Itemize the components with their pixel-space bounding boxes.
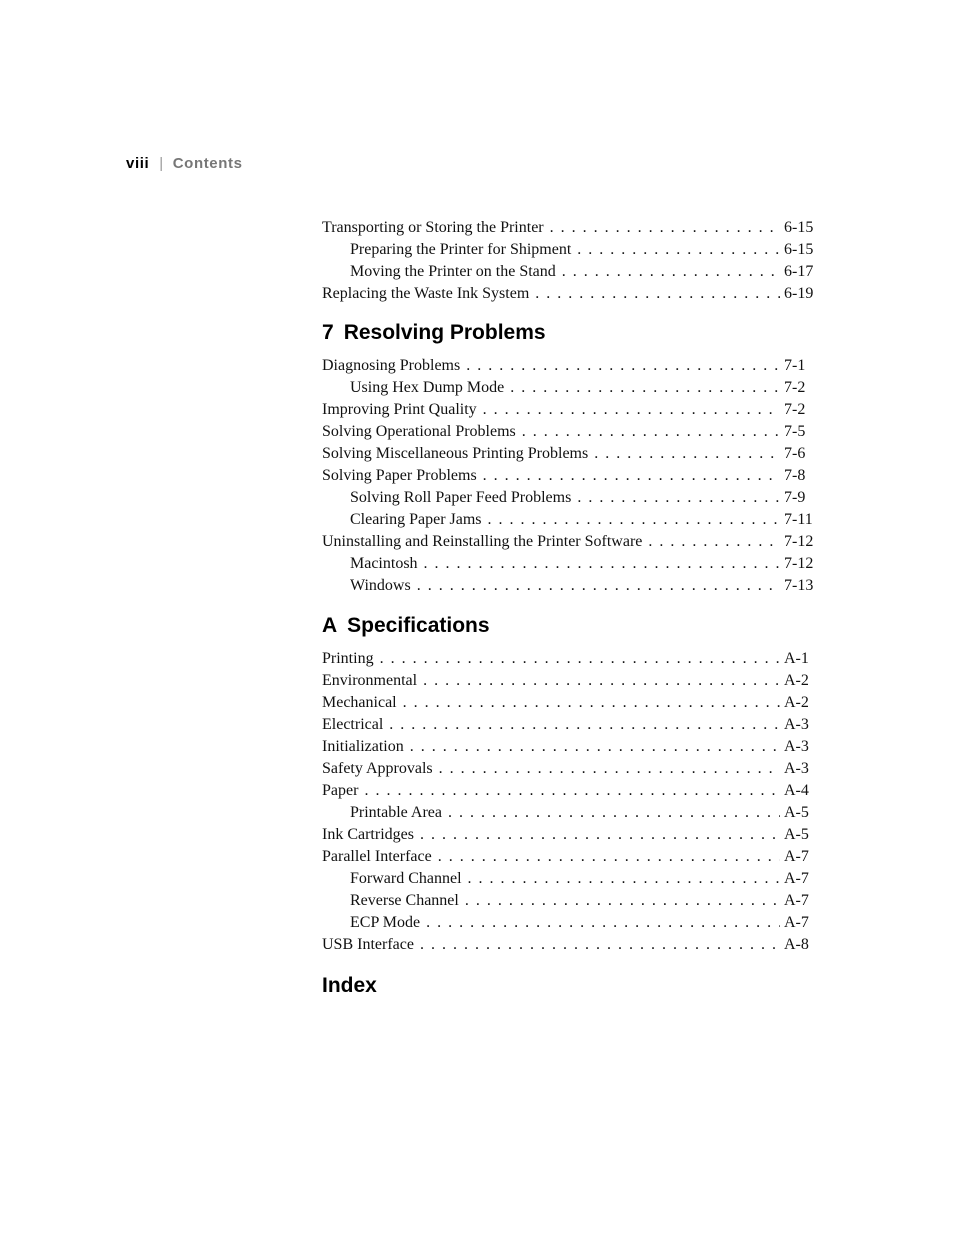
toc-entry-label: Printing [322,650,374,667]
dot-leader [510,377,780,399]
chapter-number: 7 [322,321,334,344]
dot-leader [380,648,780,670]
dot-leader [438,846,780,868]
toc-entry-label: Solving Paper Problems [322,467,477,484]
toc-entry-windows[interactable] [322,575,818,597]
toc-entry-label: Parallel Interface [322,848,432,865]
toc-entry-page: 7-8 [784,467,806,484]
toc-entry-label: Reverse Channel [350,892,459,909]
dot-leader [488,509,780,531]
dot-leader [577,487,780,509]
toc-entry-page: 7-6 [784,445,806,462]
section-title: Contents [172,155,243,172]
toc-entry-page: 6-17 [784,263,814,280]
toc-entry-environmental[interactable] [322,670,818,692]
toc-entry-label: Uninstalling and Reinstalling the Printer Software [322,533,643,550]
toc-entry-page: A-7 [784,848,809,865]
toc-entry-label: Moving the Printer on the Stand [350,263,556,280]
toc-entry-initialization[interactable] [322,736,818,758]
toc-entry-page: A-5 [784,804,809,821]
dot-leader [468,868,780,890]
toc-entry-usb-interface[interactable] [322,934,818,956]
toc-entry-misc-printing[interactable] [322,443,818,465]
toc-entry-paper-problems[interactable] [322,465,818,487]
toc-entry-ink-cartridges[interactable] [322,824,818,846]
dot-leader [483,399,780,421]
toc-entry-label: Solving Operational Problems [322,423,516,440]
toc-entry-moving-printer[interactable] [322,261,818,283]
toc-entry-label: Safety Approvals [322,760,433,777]
dot-leader [466,355,780,377]
chapter-title: Resolving Problems [343,321,546,344]
toc-entry-label: Initialization [322,738,404,755]
toc-entry-page: 7-12 [784,533,814,550]
toc-entry-label: Improving Print Quality [322,401,477,418]
toc-entry-page: A-4 [784,782,809,799]
toc-entry-page: A-7 [784,870,809,887]
toc-entry-page: 7-9 [784,489,806,506]
toc-entry-hex-dump[interactable] [322,377,818,399]
toc-entry-page: 7-12 [784,555,814,572]
toc-entry-transporting[interactable] [322,217,818,239]
dot-leader [562,261,780,283]
toc-entry-paper-jams[interactable] [322,509,818,531]
dot-leader [420,934,780,956]
toc-entry-label: Forward Channel [350,870,462,887]
toc-entry-label: Solving Miscellaneous Printing Problems [322,445,589,462]
toc-entry-printing[interactable] [322,648,818,670]
dot-leader [439,758,780,780]
toc-entry-label: Using Hex Dump Mode [350,379,505,396]
dot-leader [420,824,780,846]
toc-entry-page: A-7 [784,914,809,931]
chapter-title: Specifications [347,614,490,637]
toc-entry-label: Electrical [322,716,384,733]
toc-entry-ecp-mode[interactable] [322,912,818,934]
running-head [126,154,243,174]
dot-leader [522,421,780,443]
toc-entry-roll-paper[interactable] [322,487,818,509]
toc-entry-page: A-3 [784,760,809,777]
toc-entry-page: 6-19 [784,285,814,302]
dot-leader [577,239,780,261]
toc-entry-label: Macintosh [350,555,418,572]
toc-entry-label: USB Interface [322,936,414,953]
toc-entry-label: Mechanical [322,694,397,711]
toc-entry-page: A-3 [784,716,809,733]
toc-entry-page: 7-13 [784,577,814,594]
toc-entry-diagnosing[interactable] [322,355,818,377]
toc-entry-page: A-8 [784,936,809,953]
dot-leader [426,912,780,934]
toc-entry-page: 6-15 [784,241,814,258]
toc-entry-safety-approvals[interactable] [322,758,818,780]
toc-entry-operational[interactable] [322,421,818,443]
chapter-number: A [322,614,338,637]
dot-leader [423,670,780,692]
toc-entry-label: Replacing the Waste Ink System [322,285,530,302]
toc-entry-uninstalling[interactable] [322,531,818,553]
dot-leader [417,575,780,597]
toc-entry-label: Printable Area [350,804,442,821]
page-number: viii [126,155,150,172]
toc-entry-paper[interactable] [322,780,818,802]
toc-entry-parallel-interface[interactable] [322,846,818,868]
toc-entry-label: Windows [350,577,411,594]
toc-entry-label: Solving Roll Paper Feed Problems [350,489,572,506]
toc-entry-page: 7-11 [784,511,813,528]
toc-entry-page: A-1 [784,650,809,667]
dot-leader [448,802,780,824]
toc-entry-page: A-2 [784,694,809,711]
dot-leader [465,890,780,912]
chapter-heading-a[interactable] [322,613,818,639]
chapter-title: Index [322,974,377,997]
toc-entry-label: Paper [322,782,359,799]
toc-entry-label: ECP Mode [350,914,421,931]
toc-entry-page: 7-1 [784,357,806,374]
toc-entry-mechanical[interactable] [322,692,818,714]
toc-entry-page: 7-2 [784,401,806,418]
toc-entry-page: A-2 [784,672,809,689]
toc-entry-label: Ink Cartridges [322,826,414,843]
toc-entry-waste-ink[interactable] [322,283,818,305]
toc-entry-page: 6-15 [784,219,814,236]
table-of-contents [322,217,818,999]
toc-entry-preparing-shipment[interactable] [322,239,818,261]
dot-leader [424,553,780,575]
dot-leader [550,217,780,239]
toc-entry-printable-area[interactable] [322,802,818,824]
dot-leader [535,283,780,305]
toc-entry-label: Preparing the Printer for Shipment [350,241,572,258]
toc-entry-label: Diagnosing Problems [322,357,461,374]
toc-entry-label: Environmental [322,672,418,689]
toc-entry-print-quality[interactable] [322,399,818,421]
toc-entry-page: A-7 [784,892,809,909]
toc-entry-page: 7-5 [784,423,806,440]
header-separator: | [159,155,164,172]
dot-leader [389,714,780,736]
toc-entry-macintosh[interactable] [322,553,818,575]
dot-leader [403,692,780,714]
toc-entry-forward-channel[interactable] [322,868,818,890]
chapter-heading-7[interactable] [322,320,818,346]
toc-entry-page: 7-2 [784,379,806,396]
toc-entry-label: Transporting or Storing the Printer [322,219,544,236]
dot-leader [594,443,780,465]
toc-entry-label: Clearing Paper Jams [350,511,482,528]
chapter-heading-index[interactable] [322,973,818,999]
toc-entry-electrical[interactable] [322,714,818,736]
toc-entry-reverse-channel[interactable] [322,890,818,912]
toc-entry-page: A-3 [784,738,809,755]
dot-leader [648,531,780,553]
dot-leader [364,780,780,802]
toc-entry-page: A-5 [784,826,809,843]
dot-leader [483,465,780,487]
dot-leader [410,736,780,758]
